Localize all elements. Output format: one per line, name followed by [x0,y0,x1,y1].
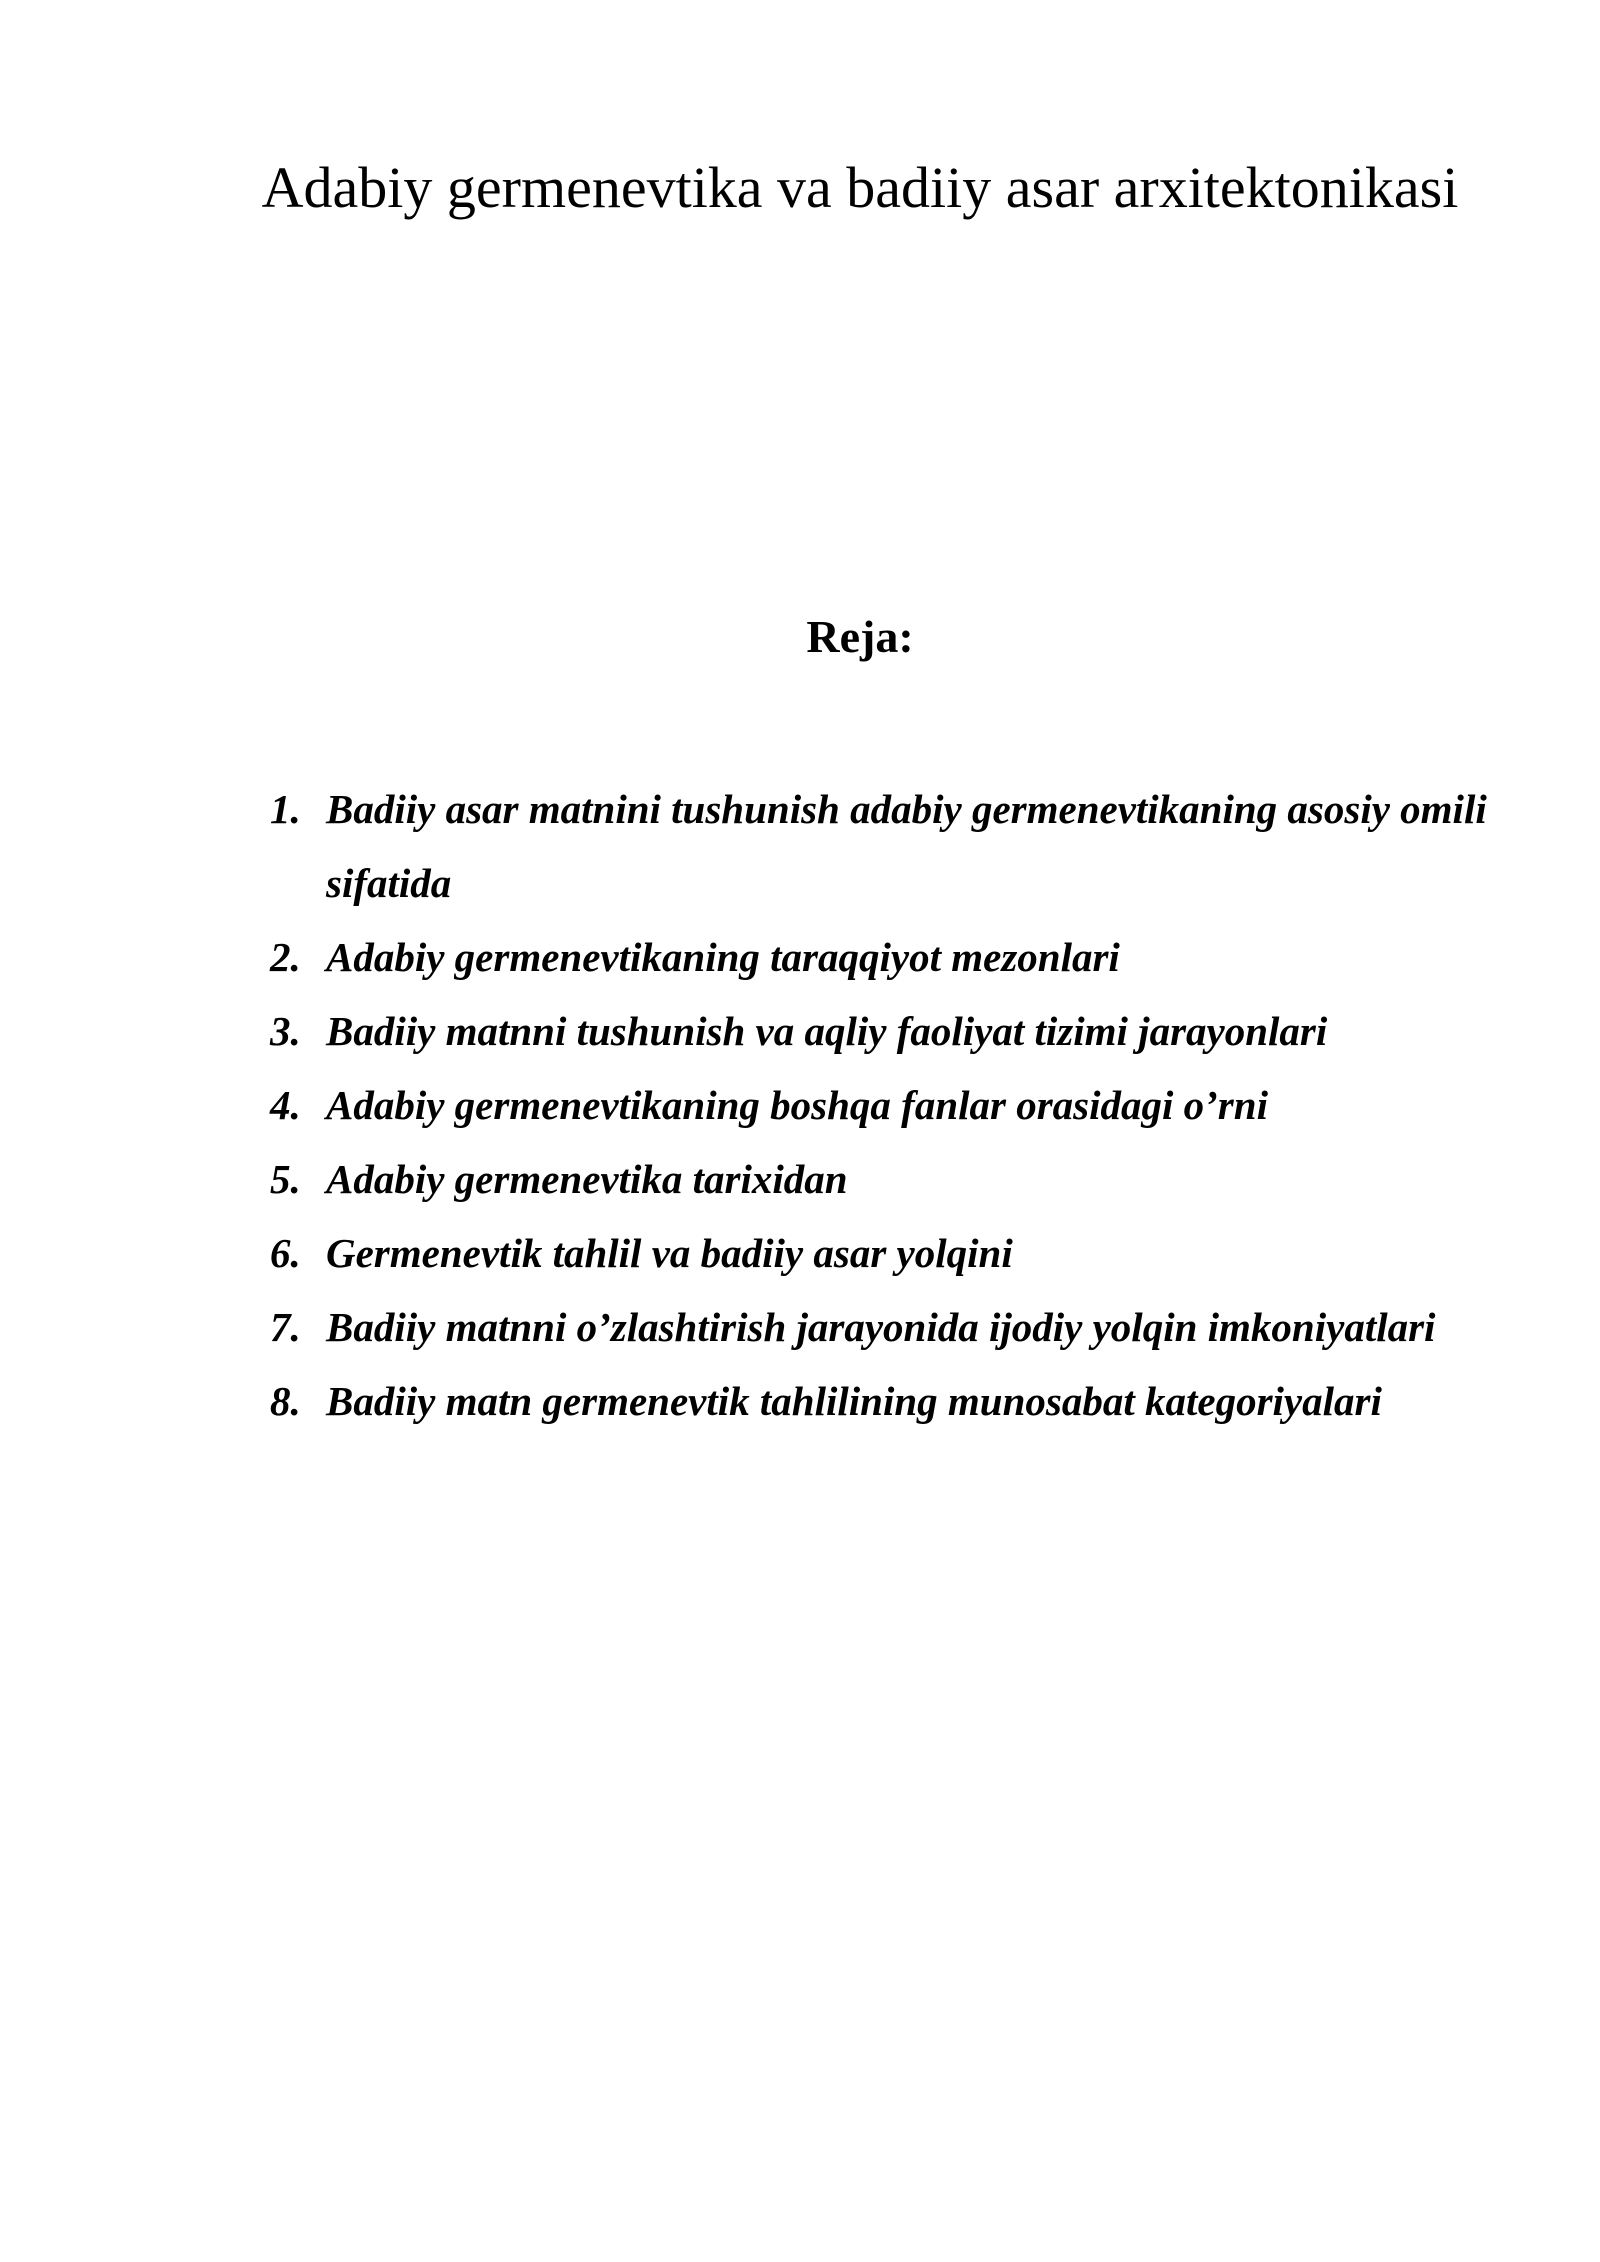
plan-item-text: Badiiy matnni tushunish va aqliy faoliyat tizimi jarayonlari [326,1008,1328,1054]
plan-item-7 [270,1290,1490,1364]
plan-item-number: 7. [270,1304,301,1350]
plan-item-number: 5. [270,1156,301,1202]
plan-item-number: 8. [270,1378,301,1424]
plan-heading: Reja: [806,611,914,662]
plan-item-8 [270,1364,1490,1438]
plan-item-2 [270,920,1490,994]
document-title: Adabiy germenevtika va badiiy asar arxitektonikasi [261,155,1459,220]
plan-item-text: Germenevtik tahlil va badiiy asar yolqini [326,1230,1013,1276]
plan-item-number: 6. [270,1230,301,1276]
plan-item-3 [270,994,1490,1068]
plan-item-number: 1. [270,786,301,832]
plan-item-text: Badiiy matn germenevtik tahlilining munosabat kategoriyalari [326,1378,1382,1424]
plan-item-text: Badiiy asar matnini tushunish adabiy germenevtikaning asosiy omili sifatida [326,786,1487,906]
plan-item-6 [270,1216,1490,1290]
plan-item-5 [270,1142,1490,1216]
plan-item-text: Adabiy germenevtika tarixidan [326,1156,848,1202]
plan-item-1 [270,772,1490,920]
plan-item-text: Adabiy germenevtikaning boshqa fanlar orasidagi o’rni [326,1082,1268,1128]
plan-item-text: Adabiy germenevtikaning taraqqiyot mezonlari [326,934,1120,980]
plan-list [270,772,1490,1438]
plan-item-text: Badiiy matnni o’zlashtirish jarayonida ijodiy yolqin imkoniyatlari [326,1304,1436,1350]
plan-item-number: 4. [270,1082,301,1128]
plan-item-4 [270,1068,1490,1142]
plan-item-number: 3. [270,1008,301,1054]
plan-item-number: 2. [270,934,301,980]
